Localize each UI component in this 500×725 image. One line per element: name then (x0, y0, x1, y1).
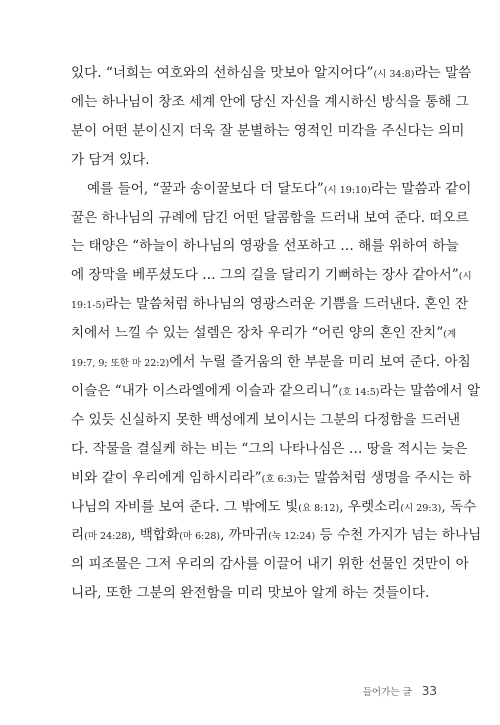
text-segment: 는 말씀처럼 생명을 주시는 하 (296, 469, 472, 486)
text-line (71, 381, 481, 403)
page-number: 33 (421, 684, 437, 698)
scripture-reference: (호 6:3) (261, 473, 297, 485)
text-segment: 에 장막을 베푸셨도다 … 그의 길을 달리기 기뻐하는 장사 같아서” (71, 267, 459, 284)
text-segment: 는 태양은 “하늘이 하나님의 영광을 선포하고 … 해를 위하여 하늘 (71, 238, 459, 255)
text-line (71, 150, 435, 170)
text-segment: 라는 말씀과 같이 (370, 180, 472, 197)
text-segment: 나님의 자비를 보여 준다. 그 밖에도 빛 (71, 498, 299, 515)
text-segment: 에서 누릴 즐거움의 한 부분을 미리 보여 준다. 아침 (169, 354, 471, 370)
text-segment: 라는 말씀에서 알 (379, 382, 481, 399)
text-segment: 수 있듯 신실하지 못한 백성에게 보이시는 그분의 다정함을 드러낸 (71, 411, 461, 428)
text-segment: , 백합화 (131, 527, 180, 544)
text-segment: 치에서 느낄 수 있는 설렘은 장차 우리가 “어린 양의 혼인 잔치” (71, 325, 444, 342)
text-line (71, 525, 482, 547)
text-line (71, 294, 469, 316)
text-segment: 의 피조물은 그저 우리의 감사를 이끌어 내기 위한 선물인 것만이 아 (71, 556, 469, 573)
text-segment: 이슬은 “내가 이스라엘에게 이슬과 같으리니” (71, 382, 339, 399)
text-line (71, 554, 469, 574)
text-line (71, 497, 477, 519)
text-segment: 등 수천 가지가 넘는 하나님 (315, 527, 482, 544)
text-segment: 있다. “너희는 여호와의 선하심을 맛보아 알지어다” (71, 65, 374, 81)
text-line (71, 265, 472, 287)
text-segment: 다. 작물을 결실케 하는 비는 “그의 나타나심은 … 땅을 적시는 늦은 (71, 440, 468, 457)
text-line (71, 236, 459, 256)
scripture-reference: (계 (443, 329, 457, 341)
text-segment: 가 담겨 있다. (71, 151, 150, 168)
scripture-reference: (마 6:28) (179, 531, 221, 543)
text-line (71, 468, 472, 490)
scripture-reference: (시 19:10) (323, 184, 371, 196)
text-segment: , 우렛소리 (339, 498, 401, 515)
text-line (71, 410, 461, 430)
scripture-reference: (시 (458, 271, 472, 283)
running-title: 들어가는 글 (362, 687, 412, 698)
text-segment: 예를 들어, “꿀과 송이꿀보다 더 달도다” (87, 180, 324, 197)
text-segment: 라는 말씀 (414, 65, 472, 81)
text-line (87, 179, 472, 201)
text-segment: 라는 말씀처럼 하나님의 영광스러운 기쁨을 드러낸다. 혼인 잔 (105, 296, 469, 313)
text-line (71, 121, 465, 141)
text-segment: 니라, 또한 그분의 완전함을 미리 맛보아 알게 하는 것들이다. (71, 585, 430, 602)
text-line (71, 92, 469, 112)
text-segment: , 까마귀 (220, 527, 269, 544)
scripture-reference: (시 34:8) (373, 69, 415, 80)
scripture-reference: (호 14:5) (338, 386, 380, 398)
page-footer (363, 680, 437, 699)
scripture-reference: (눅 12:24) (268, 531, 316, 543)
text-line (71, 583, 435, 603)
text-segment: 리 (71, 527, 85, 544)
text-segment: 꿀은 하나님의 규례에 담긴 어떤 달콤함을 드러내 보여 준다. 떠오르 (71, 209, 469, 226)
text-line (71, 352, 471, 374)
text-segment: , 독수 (441, 498, 477, 515)
scripture-reference: 19:1-5) (71, 300, 106, 312)
scripture-reference: (마 24:28) (84, 531, 132, 543)
text-line (71, 208, 469, 228)
text-line (71, 439, 468, 459)
text-segment: 분이 어떤 분이신지 더욱 잘 분별하는 영적인 미각을 주신다는 의미 (71, 122, 465, 139)
scripture-reference: (요 8:12) (298, 502, 340, 514)
text-line (71, 323, 457, 345)
text-segment: 비와 같이 우리에게 임하시리라” (71, 469, 262, 486)
scripture-reference: (시 29:3) (400, 502, 442, 514)
text-line (71, 63, 472, 85)
text-segment: 에는 하나님이 창조 세계 안에 당신 자신을 계시하신 방식을 통해 그 (71, 93, 469, 110)
scripture-reference: 19:7, 9; 또한 마 22:2) (71, 358, 170, 369)
